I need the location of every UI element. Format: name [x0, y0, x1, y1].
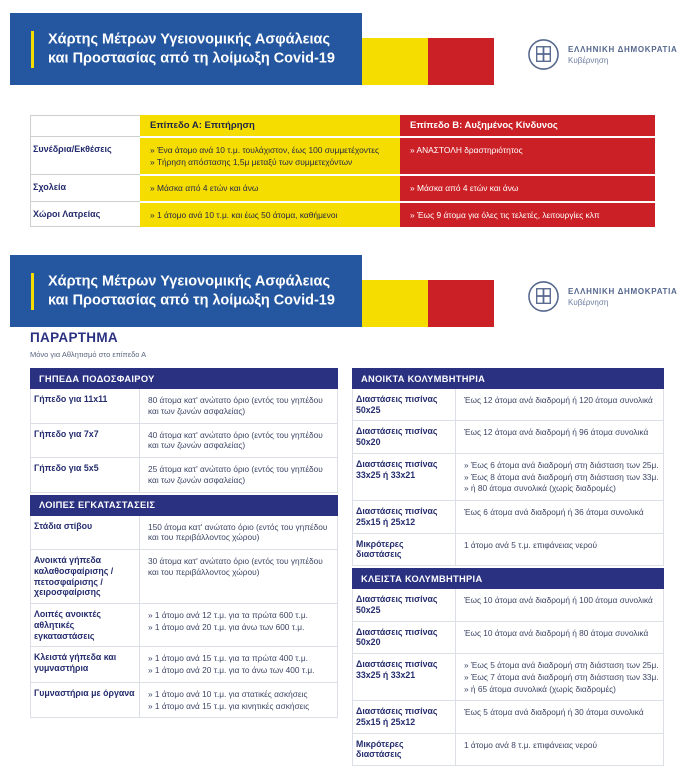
row-value: Έως 12 άτομα ανά διαδρομή ή 96 άτομα συνολικά: [455, 421, 663, 452]
appendix-subtitle: Μόνο για Αθλητισμό στο επίπεδο Α: [30, 350, 147, 359]
football-fields-table: [30, 368, 338, 493]
row-value: » Έως 5 άτομα ανά διαδρομή στη διάσταση των 25μ. » Έως 7 άτομα ανά διαδρομή στη διάσταση των 33μ. » ή 65 άτομα συνολικά (χωρίς διαδρομές): [455, 654, 663, 700]
hellenic-republic-emblem-icon: [527, 280, 560, 313]
logo-title: ΕΛΛΗΝΙΚΗ ΔΗΜΟΚΡΑΤΙΑ: [568, 44, 678, 54]
row-label: Μικρότερες διαστάσεις: [356, 738, 404, 760]
table-row: [31, 604, 337, 647]
appendix-left-column: [30, 368, 338, 720]
row-value: » Έως 6 άτομα ανά διαδρομή στη διάσταση των 25μ. » Έως 8 άτομα ανά διαδρομή στη διάσταση των 33μ. » ή 80 άτομα συνολικά (χωρίς διαδρομές): [455, 454, 663, 500]
row-label: Γήπεδο για 5x5: [34, 463, 99, 474]
row-label: Χώροι Λατρείας: [30, 201, 140, 228]
appendix-right-column: [352, 368, 664, 768]
table-row: [353, 421, 663, 453]
table-row: [353, 389, 663, 421]
logo-title: ΕΛΛΗΝΙΚΗ ΔΗΜΟΚΡΑΤΙΑ: [568, 286, 678, 296]
table-row: [31, 647, 337, 683]
level-b-cell: » Μάσκα από 4 ετών και άνω: [400, 174, 655, 201]
yellow-block: [362, 38, 428, 85]
logo-subtitle: Κυβέρνηση: [568, 55, 609, 65]
red-block: [428, 38, 494, 85]
row-value: Έως 6 άτομα ανά διαδρομή ή 36 άτομα συνολικά: [455, 501, 663, 532]
row-value: 1 άτομο ανά 5 τ.μ. επιφάνειας νερού: [455, 534, 663, 565]
row-label: Λοιπές ανοικτές αθλητικές εγκαταστάσεις: [34, 609, 101, 641]
row-value: 40 άτομα κατ' ανώτατο όριο (εντός του γηπέδου και των ζωνών ασφαλείας): [139, 424, 337, 458]
row-label: Σχολεία: [30, 174, 140, 201]
table-row: [31, 389, 337, 424]
other-facilities-table: [30, 495, 338, 719]
yellow-block: [362, 280, 428, 327]
row-value: 30 άτομα κατ' ανώτατο όριο (εντός του γηπέδου και του περιβάλλοντος χώρου): [139, 550, 337, 603]
levels-table: [30, 115, 655, 227]
row-label: Ανοικτά γήπεδα καλαθοσφαίρισης / πετοσφαίρισης / χειροσφαίρισης: [34, 555, 114, 598]
row-label: Γυμναστήρια με όργανα: [34, 687, 135, 698]
row-label: Διαστάσεις πισίνας 33x25 ή 33x21: [356, 658, 438, 680]
banner-title: [48, 272, 335, 309]
table-row: [31, 458, 337, 492]
logo-text: [568, 45, 678, 65]
hellenic-republic-emblem-icon: [527, 38, 560, 71]
appendix-title: ΠΑΡΑΡΤΗΜΑ: [30, 330, 118, 345]
row-value: Έως 5 άτομα ανά διαδρομή ή 30 άτομα συνολικά: [455, 701, 663, 732]
banner-title-line2: και Προστασίας από τη λοίμωξη Covid-19: [48, 292, 335, 308]
level-b-cell: » ΑΝΑΣΤΟΛΗ δραστηριότητος: [400, 136, 655, 174]
red-block: [428, 280, 494, 327]
table-row: [353, 589, 663, 621]
banner-title-line2: και Προστασίας από τη λοίμωξη Covid-19: [48, 50, 335, 66]
table-row: [31, 516, 337, 551]
logo-subtitle: Κυβέρνηση: [568, 297, 609, 307]
levels-empty-header-cell: [30, 115, 140, 136]
row-label: Συνέδρια/Εκθέσεις: [30, 136, 140, 174]
row-label: Διαστάσεις πισίνας 50x20: [356, 426, 438, 448]
table-row: [31, 550, 337, 604]
row-label: Κλειστά γήπεδα και γυμναστήρια: [34, 652, 117, 673]
row-value: 150 άτομα κατ' ανώτατο όριο (εντός του γηπέδου και του περιβάλλοντος χώρου): [139, 516, 337, 550]
banner-title: [48, 30, 335, 67]
level-a-cell: » Μάσκα από 4 ετών και άνω: [140, 174, 400, 201]
table-row: [353, 654, 663, 701]
level-a-cell: » Ένα άτομο ανά 10 τ.μ. τουλάχιστον, έως 100 συμμετέχοντες » Τήρηση απόστασης 1,5μ μεταξύ των συμμετεχόντων: [140, 136, 400, 174]
banner-blue-panel: [10, 13, 362, 85]
row-label: Διαστάσεις πισίνας 50x20: [356, 626, 438, 648]
row-value: 1 άτομο ανά 8 τ.μ. επιφάνειας νερού: [455, 734, 663, 765]
row-label: Γήπεδο για 7x7: [34, 428, 99, 439]
row-value: » 1 άτομο ανά 15 τ.μ. για τα πρώτα 400 τ.μ. » 1 άτομο ανά 20 τ.μ. για το άνω των 400 τ.μ.: [139, 647, 337, 682]
table-row: [353, 454, 663, 501]
closed-pools-table: [352, 568, 664, 766]
table-row: [31, 683, 337, 718]
table-row: [353, 501, 663, 533]
banner-blue-panel: [10, 255, 362, 327]
row-value: 25 άτομα κατ' ανώτατο όριο (εντός του γηπέδου και των ζωνών ασφαλείας): [139, 458, 337, 492]
table-row: [353, 534, 663, 565]
banner-title-line1: Χάρτης Μέτρων Υγειονομικής Ασφάλειας: [48, 31, 330, 48]
levels-table-header-row: [30, 115, 655, 136]
table-header: ΚΛΕΙΣΤΑ ΚΟΛΥΜΒΗΤΗΡΙΑ: [352, 568, 664, 589]
header-banner-top: [0, 13, 685, 88]
logo-text: [568, 287, 678, 307]
header-banner-bottom: [0, 255, 685, 330]
table-row: [30, 201, 655, 228]
row-value: 80 άτομα κατ' ανώτατο όριο (εντός του γηπέδου και των ζωνών ασφαλείας): [139, 389, 337, 423]
table-row: [353, 734, 663, 765]
table-row: [30, 136, 655, 174]
table-header: ΓΗΠΕΔΑ ΠΟΔΟΣΦΑΙΡΟΥ: [30, 368, 338, 389]
level-b-header-cell: Επίπεδο Β: Αυξημένος Κίνδυνος: [400, 115, 655, 136]
banner-title-line1: Χάρτης Μέτρων Υγειονομικής Ασφάλειας: [48, 273, 330, 290]
row-label: Γήπεδο για 11x11: [34, 394, 108, 404]
row-label: Στάδια στίβου: [34, 520, 93, 531]
row-value: » 1 άτομο ανά 12 τ.μ. για τα πρώτα 600 τ.μ. » 1 άτομο ανά 20 τ.μ. για άνω των 600 τ.μ.: [139, 604, 337, 646]
table-header: ΛΟΙΠΕΣ ΕΓΚΑΤΑΣΤΑΣΕΙΣ: [30, 495, 338, 516]
level-a-header-cell: Επίπεδο Α: Επιτήρηση: [140, 115, 400, 136]
hellenic-republic-logo: [527, 280, 678, 313]
row-label: Διαστάσεις πισίνας 25x15 ή 25x12: [356, 506, 438, 527]
level-b-cell: » Έως 9 άτομα για όλες τις τελετές, λειτουργίες κλπ: [400, 201, 655, 228]
level-a-cell: » 1 άτομο ανά 10 τ.μ. και έως 50 άτομα, καθήμενοι: [140, 201, 400, 228]
row-label: Διαστάσεις πισίνας 33x25 ή 33x21: [356, 458, 438, 480]
row-value: » 1 άτομο ανά 10 τ.μ. για στατικές ασκήσεις » 1 άτομο ανά 15 τ.μ. για κινητικές ασκήσεις: [139, 683, 337, 718]
row-label: Μικρότερες διαστάσεις: [356, 538, 404, 560]
row-value: Έως 10 άτομα ανά διαδρομή ή 100 άτομα συνολικά: [455, 589, 663, 620]
row-label: Διαστάσεις πισίνας 25x15 ή 25x12: [356, 706, 438, 728]
row-label: Διαστάσεις πισίνας 50x25: [356, 594, 438, 615]
hellenic-republic-logo: [527, 38, 678, 71]
row-value: Έως 10 άτομα ανά διαδρομή ή 80 άτομα συνολικά: [455, 622, 663, 653]
table-row: [31, 424, 337, 459]
table-row: [30, 174, 655, 201]
row-value: Έως 12 άτομα ανά διαδρομή ή 120 άτομα συνολικά: [455, 389, 663, 420]
row-label: Διαστάσεις πισίνας 50x25: [356, 394, 438, 415]
table-row: [353, 622, 663, 654]
table-row: [353, 701, 663, 733]
table-header: ΑΝΟΙΚΤΑ ΚΟΛΥΜΒΗΤΗΡΙΑ: [352, 368, 664, 389]
banner-accent-bar: [31, 31, 34, 68]
banner-accent-bar: [31, 273, 34, 310]
open-pools-table: [352, 368, 664, 566]
